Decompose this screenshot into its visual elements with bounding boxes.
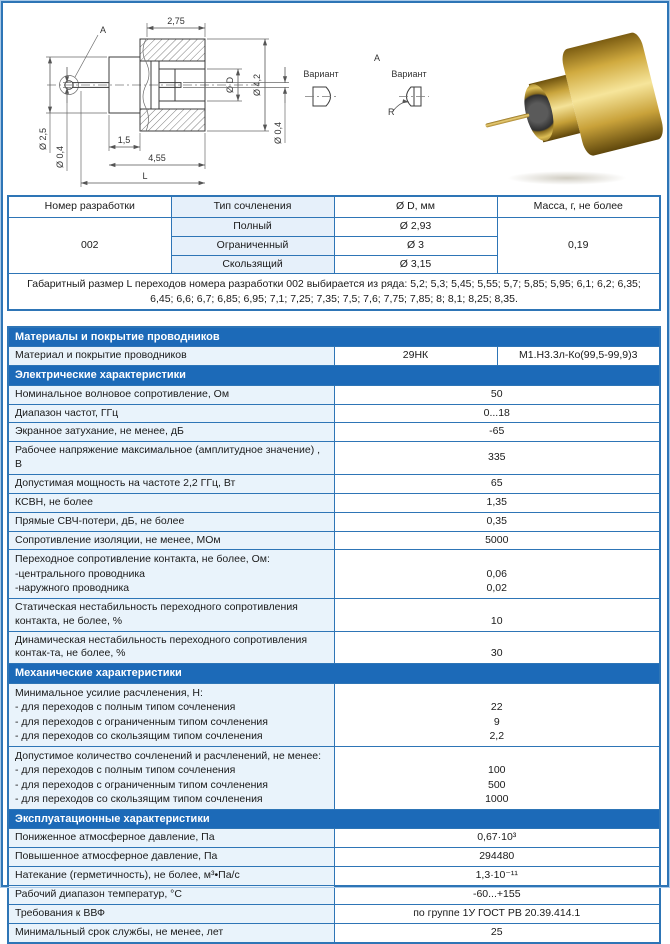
spec-value: 25	[334, 923, 660, 942]
col-dev-number: Номер разработки	[8, 196, 171, 217]
variant-detail-a-label: A	[373, 53, 381, 63]
diameter-cell: Ø 3,15	[334, 255, 497, 274]
spec-row	[8, 598, 660, 631]
spec-label	[8, 550, 334, 599]
technical-drawing-area	[3, 3, 667, 195]
variant2-label: Вариант	[391, 69, 427, 79]
dim-4-55: 4,55	[148, 153, 166, 163]
spec-label: Пониженное атмосферное давление, Па	[8, 829, 334, 848]
spec-sublabel: - для переходов с ограниченным типом сочленения	[15, 778, 268, 791]
dim-l: L	[142, 171, 148, 181]
dim-pin-right-0-4: Ø 0,4	[273, 121, 283, 145]
dim-outer-4-2: Ø 4,2	[252, 73, 262, 97]
spec-label-line: Допустимое количество сочленений и расчленений, не менее:	[15, 749, 322, 762]
connector-render	[472, 30, 666, 180]
detail-a-leader	[75, 35, 98, 77]
spec-label: Минимальный срок службы, не менее, лет	[8, 923, 334, 942]
spec-row	[8, 474, 660, 493]
summary-table	[7, 195, 661, 311]
spec-value-line: 9	[493, 715, 500, 728]
dim-2-75: 2,75	[167, 16, 185, 26]
diameter-cell: Ø 2,93	[334, 217, 497, 236]
spec-value: по группе 1У ГОСТ РВ 20.39.414.1	[334, 904, 660, 923]
spec-row	[8, 829, 660, 848]
connector-pin	[485, 113, 529, 128]
section-title: Материалы и покрытие проводников	[8, 327, 660, 347]
section-mechanical	[8, 664, 660, 684]
dim-inner-d: Ø D	[225, 76, 235, 94]
spec-label: Статическая нестабильность переходного сопротивления контакта, не более, %	[8, 598, 334, 631]
datasheet-page	[1, 1, 669, 938]
spec-label: Рабочее напряжение максимальное (амплитудное значение) , В	[8, 442, 334, 475]
spec-row	[8, 512, 660, 531]
spec-row	[8, 404, 660, 423]
spec-label: Требования к ВВФ	[8, 904, 334, 923]
spec-value: 0,35	[334, 512, 660, 531]
specifications-table	[7, 326, 661, 944]
section-title: Электрические характеристики	[8, 366, 660, 386]
spec-value: 335	[334, 442, 660, 475]
spec-value: 5000	[334, 531, 660, 550]
diameter-cell: Ø 3	[334, 236, 497, 255]
spec-sublabel: - для переходов с полным типом сочленения	[15, 764, 236, 777]
spec-value-line	[341, 749, 654, 764]
spec-value-line: 1000	[485, 793, 509, 806]
spec-value: 0...18	[334, 404, 660, 423]
spec-value	[334, 683, 660, 746]
spec-row	[8, 347, 660, 366]
spec-value: -60...+155	[334, 885, 660, 904]
spec-sublabel: -центрального проводника	[15, 567, 145, 580]
spec-label: КСВН, не более	[8, 493, 334, 512]
spec-value: 50	[334, 385, 660, 404]
section-gap	[3, 311, 667, 326]
detail-a-label: A	[100, 25, 107, 35]
spec-row	[8, 385, 660, 404]
col-mass: Масса, г, не более	[497, 196, 660, 217]
spec-value-line: 2,2	[489, 730, 505, 743]
spec-label-line: Минимальное усилие расчленения, Н:	[15, 686, 203, 699]
variant1-label: Вариант	[303, 69, 339, 79]
spec-sublabel: - для переходов с ограниченным типом сочленения	[15, 715, 268, 728]
section-title: Механические характеристики	[8, 664, 660, 684]
spec-row	[8, 442, 660, 475]
dev-number-cell: 002	[8, 217, 171, 274]
dim-mid-2-5: Ø 2,5	[38, 127, 48, 151]
section-operational	[8, 809, 660, 829]
connector-technical-drawing	[5, 5, 475, 195]
spec-value: М1.Н3.3л-Ко(99,5-99,9)3	[497, 347, 660, 366]
dim-pin-left-0-4: Ø 0,4	[55, 145, 65, 169]
spec-value	[334, 746, 660, 809]
spec-row	[8, 867, 660, 886]
col-diameter: Ø D, мм	[334, 196, 497, 217]
spec-value: 29НК	[334, 347, 497, 366]
spec-sublabel: - для переходов со скользящим типом сочленения	[15, 793, 263, 806]
spec-label: Повышенное атмосферное давление, Па	[8, 848, 334, 867]
spec-label: Номинальное волновое сопротивление, Ом	[8, 385, 334, 404]
spec-label-line: Переходное сопротивление контакта, не более, Ом:	[15, 553, 270, 566]
spec-label	[8, 683, 334, 746]
spec-value: 1,35	[334, 493, 660, 512]
spec-row	[8, 631, 660, 664]
spec-label: Материал и покрытие проводников	[8, 347, 334, 366]
hatched-top-wall	[140, 39, 205, 61]
spec-label: Рабочий диапазон температур, °С	[8, 885, 334, 904]
spec-row	[8, 848, 660, 867]
spec-value: 65	[334, 474, 660, 493]
radius-label: R	[388, 107, 395, 117]
spec-label: Натекание (герметичность), не более, м³•Па/с	[8, 867, 334, 886]
type-cell: Полный	[171, 217, 334, 236]
spec-value: -65	[334, 423, 660, 442]
connector-body	[559, 31, 665, 158]
radius-leader	[393, 102, 409, 111]
spec-value: 10	[334, 598, 660, 631]
spec-value-line: 100	[487, 764, 506, 777]
spec-value-line: 0,02	[486, 582, 507, 595]
spec-label: Динамическая нестабильность переходного сопротивления контак-та, не более, %	[8, 631, 334, 664]
spec-row	[8, 923, 660, 942]
spec-sublabel: -наружного проводника	[15, 582, 130, 595]
hatched-bottom-wall	[140, 109, 205, 131]
spec-value-line	[341, 686, 654, 701]
summary-header-row	[8, 196, 660, 217]
spec-label: Сопротивление изоляции, не менее, МОм	[8, 531, 334, 550]
spec-value-line	[341, 552, 654, 567]
spec-value-line: 0,06	[486, 567, 507, 580]
section-materials	[8, 327, 660, 347]
col-coupling-type: Тип сочленения	[171, 196, 334, 217]
spec-value: 30	[334, 631, 660, 664]
spec-value-line: 500	[487, 778, 506, 791]
spec-sublabel: - для переходов со скользящим типом сочленения	[15, 730, 263, 743]
spec-label: Экранное затухание, не менее, дБ	[8, 423, 334, 442]
spec-value	[334, 550, 660, 599]
mass-cell: 0,19	[497, 217, 660, 274]
spec-row	[8, 423, 660, 442]
summary-row	[8, 217, 660, 236]
spec-row-release-force	[8, 683, 660, 746]
spec-label	[8, 746, 334, 809]
dim-1-5: 1,5	[117, 135, 131, 145]
spec-value-line: 22	[490, 701, 503, 714]
spec-row	[8, 885, 660, 904]
spec-label: Прямые СВЧ-потери, дБ, не более	[8, 512, 334, 531]
spec-row	[8, 904, 660, 923]
type-cell: Скользящий	[171, 255, 334, 274]
length-series-note: Габаритный размер L переходов номера разработки 002 выбирается из ряда: 5,2; 5,3; 5,45; 5,55; 5,7; 5,85; 5,95; 6,1; 6,2; 6,35; 6,45; 6,6; 6,7; 6,85; 6,95; 7,1; 7,25; 7,35; 7,5; 7,6; 7,75; 7,85; 8; 8,1; 8,25; 8,35.	[8, 274, 660, 310]
spec-label: Допустимая мощность на частоте 2,2 ГГц, Вт	[8, 474, 334, 493]
spec-value: 294480	[334, 848, 660, 867]
spec-row-mating-cycles	[8, 746, 660, 809]
spec-value: 1,3·10⁻¹¹	[334, 867, 660, 886]
section-electrical	[8, 366, 660, 386]
type-cell: Ограниченный	[171, 236, 334, 255]
summary-note-row	[8, 274, 660, 310]
spec-row-contact-resistance	[8, 550, 660, 599]
section-title: Эксплуатационные характеристики	[8, 809, 660, 829]
spec-row	[8, 493, 660, 512]
spec-row	[8, 531, 660, 550]
spec-value: 0,67·10³	[334, 829, 660, 848]
spec-label: Диапазон частот, ГГц	[8, 404, 334, 423]
connector-photo	[477, 11, 655, 191]
spec-sublabel: - для переходов с полным типом сочленения	[15, 701, 236, 714]
